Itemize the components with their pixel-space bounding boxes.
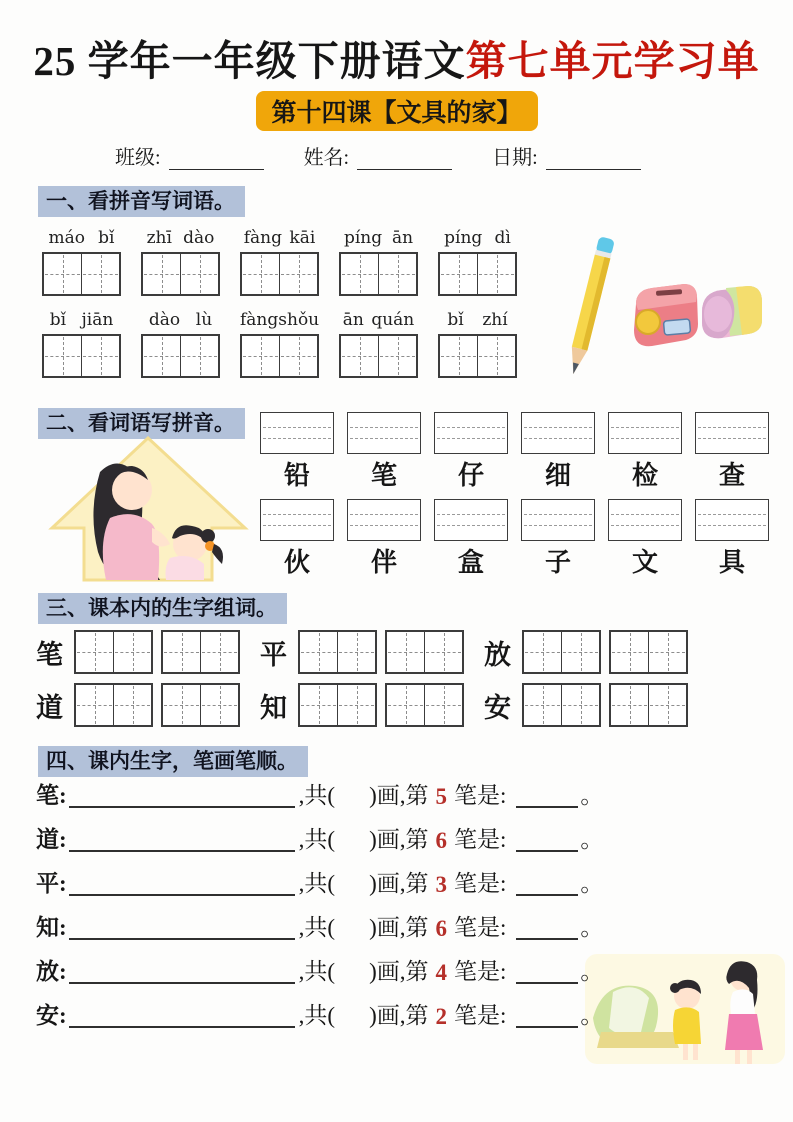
stroke-order-blank-line: [69, 782, 295, 808]
writing-cell: [649, 685, 686, 725]
writing-cell: [379, 336, 416, 376]
eraser-illustration: [696, 272, 768, 350]
section1-row1: [42, 228, 537, 299]
pinyin-word-group: [339, 310, 418, 381]
section2-row2: [260, 499, 782, 579]
pinyin-syllable: píng: [343, 228, 383, 248]
section3-row1: [36, 630, 686, 674]
date-field: [492, 141, 641, 170]
section3-row2: [36, 683, 686, 727]
writing-cell: [611, 632, 649, 672]
writing-cell: [562, 685, 599, 725]
stroke-order-blank-line: [69, 958, 295, 984]
writing-grid: [438, 334, 517, 378]
period: 。: [580, 827, 604, 852]
character: 伙: [283, 548, 310, 577]
writing-cell: [181, 254, 218, 294]
character: 子: [544, 548, 571, 577]
word-building-group: [484, 630, 686, 674]
stroke-order-row: [36, 780, 696, 810]
pinyin-syllable: lù: [195, 310, 213, 330]
writing-grid: [385, 683, 464, 727]
pinyin-syllable: quán: [371, 310, 415, 330]
writing-cell: [338, 685, 375, 725]
period: 。: [580, 871, 604, 896]
writing-grid: [609, 630, 688, 674]
writing-cell: [440, 336, 478, 376]
stroke-order-row: [36, 912, 696, 942]
mother-and-daughter-house-illustration: [40, 432, 255, 582]
pinyin-writing-box: [260, 412, 334, 454]
section3-heading: 三、课本内的生字组词。: [38, 593, 287, 624]
character: 知: [260, 692, 287, 723]
writing-cell: [280, 254, 317, 294]
stroke-number: 5: [435, 784, 448, 809]
pinyin-answer-column: [347, 499, 421, 579]
writing-cell: [114, 632, 151, 672]
character: 安: [484, 692, 511, 723]
stroke-number: 4: [435, 960, 448, 985]
text-hua-di: )画,第: [369, 915, 429, 940]
writing-cell: [201, 632, 238, 672]
page-title-black: 25 学年一年级下册语文: [33, 38, 466, 84]
stroke-count-blank: [335, 922, 369, 942]
writing-cell: [524, 685, 562, 725]
character: 放: [484, 639, 511, 670]
pinyin-writing-box: [608, 412, 682, 454]
character: 平: [260, 639, 287, 670]
writing-cell: [524, 632, 562, 672]
pencil-sharpener-illustration: [622, 276, 704, 358]
writing-grid: [522, 630, 601, 674]
writing-cell: [425, 632, 462, 672]
pinyin-writing-box: [434, 499, 508, 541]
writing-cell: [379, 254, 416, 294]
stroke-order-row: [36, 824, 696, 854]
text-gong: ,共(: [298, 959, 336, 984]
pinyin-word-group: [240, 310, 319, 381]
pinyin-answer-column: [521, 412, 595, 492]
stroke-number: 3: [435, 872, 448, 897]
pinyin-syllable: bǐ: [98, 228, 115, 248]
writing-cell: [163, 632, 201, 672]
writing-grid: [42, 252, 121, 296]
word-building-group: [36, 630, 238, 674]
character: 检: [631, 461, 658, 490]
text-bi-shi: 笔是:: [454, 959, 507, 984]
stroke-count-blank: [335, 878, 369, 898]
pinyin-syllable: fàng: [243, 228, 282, 248]
writing-cell: [387, 685, 425, 725]
character-label: 放:: [36, 959, 67, 984]
word-building-group: [260, 630, 462, 674]
name-label: 姓名:: [303, 147, 350, 169]
writing-grid: [42, 334, 121, 378]
pinyin-syllable: píng: [444, 228, 483, 248]
text-hua-di: )画,第: [369, 959, 429, 984]
pinyin-word-group: [240, 228, 319, 299]
writing-grid: [339, 334, 418, 378]
answer-blank-line: [516, 826, 578, 852]
character-label: 笔:: [36, 783, 67, 808]
writing-grid: [240, 252, 319, 296]
pinyin-answer-column: [695, 412, 769, 492]
pinyin-answer-column: [347, 412, 421, 492]
answer-blank-line: [516, 914, 578, 940]
writing-cell: [425, 685, 462, 725]
section1-row2: [42, 310, 537, 381]
writing-cell: [387, 632, 425, 672]
section2-row1: [260, 412, 782, 492]
pinyin-syllable: fàng: [240, 310, 279, 330]
pinyin-answer-column: [608, 499, 682, 579]
stroke-order-row: [36, 956, 696, 986]
character: 铅: [283, 461, 310, 490]
character: 盒: [457, 548, 484, 577]
period: 。: [580, 959, 604, 984]
writing-grid: [74, 683, 153, 727]
text-bi-shi: 笔是:: [454, 871, 507, 896]
pinyin-writing-box: [260, 499, 334, 541]
text-gong: ,共(: [298, 915, 336, 940]
stroke-order-blank-line: [69, 870, 295, 896]
stroke-number: 6: [435, 916, 448, 941]
text-bi-shi: 笔是:: [454, 1003, 507, 1028]
pinyin-syllable: dì: [494, 228, 511, 248]
date-blank-line: [546, 147, 641, 170]
writing-cell: [280, 336, 317, 376]
writing-cell: [341, 336, 379, 376]
pinyin-syllable: zhí: [482, 310, 508, 330]
text-gong: ,共(: [298, 783, 336, 808]
writing-cell: [181, 336, 218, 376]
pinyin-syllable: shǒu: [278, 310, 320, 330]
stroke-count-blank: [335, 966, 369, 986]
pinyin-writing-box: [347, 499, 421, 541]
section4-heading: 四、课内生字，笔画笔顺。: [38, 746, 308, 777]
character: 具: [718, 548, 745, 577]
writing-cell: [82, 254, 119, 294]
writing-cell: [201, 685, 238, 725]
writing-grid: [74, 630, 153, 674]
stroke-order-blank-line: [69, 1002, 295, 1028]
pinyin-answer-column: [695, 499, 769, 579]
class-field: [115, 141, 264, 170]
writing-cell: [44, 336, 82, 376]
character-label: 安:: [36, 1003, 67, 1028]
writing-grid: [240, 334, 319, 378]
section2-heading: 二、看词语写拼音。: [38, 408, 245, 439]
lesson-badge: 第十四课【文具的家】: [255, 91, 537, 131]
answer-blank-line: [516, 1002, 578, 1028]
section1-heading: 一、看拼音写词语。: [38, 186, 245, 217]
name-blank-line: [357, 147, 452, 170]
stroke-order-section: [36, 780, 696, 1044]
writing-grid: [609, 683, 688, 727]
student-info-row: [115, 141, 641, 170]
text-bi-shi: 笔是:: [454, 915, 507, 940]
pinyin-writing-box: [434, 412, 508, 454]
text-hua-di: )画,第: [369, 827, 429, 852]
pinyin-writing-box: [347, 412, 421, 454]
pinyin-syllable: dào: [148, 310, 181, 330]
writing-grid: [298, 630, 377, 674]
answer-blank-line: [516, 782, 578, 808]
stroke-number: 2: [435, 1004, 448, 1029]
character: 道: [36, 692, 63, 723]
stroke-count-blank: [335, 790, 369, 810]
pinyin-syllable: ān: [342, 310, 364, 330]
writing-cell: [341, 254, 379, 294]
writing-cell: [440, 254, 478, 294]
page-title: [0, 28, 793, 87]
writing-cell: [242, 336, 280, 376]
pinyin-word-group: [438, 310, 517, 381]
stroke-number: 6: [435, 828, 448, 853]
writing-grid: [141, 252, 220, 296]
writing-cell: [611, 685, 649, 725]
writing-cell: [478, 336, 515, 376]
character: 伴: [370, 548, 397, 577]
writing-cell: [478, 254, 515, 294]
page-title-red: 第七单元学习单: [465, 38, 760, 84]
pinyin-syllable: bǐ: [447, 310, 464, 330]
answer-blank-line: [516, 870, 578, 896]
character-label: 道:: [36, 827, 67, 852]
pinyin-syllable: bǐ: [49, 310, 67, 330]
writing-grid: [385, 630, 464, 674]
writing-grid: [161, 683, 240, 727]
writing-cell: [76, 685, 114, 725]
word-building-group: [36, 683, 238, 727]
character: 细: [544, 461, 571, 490]
writing-cell: [76, 632, 114, 672]
writing-grid: [438, 252, 517, 296]
period: 。: [580, 1003, 604, 1028]
writing-cell: [143, 336, 181, 376]
character: 笔: [36, 639, 63, 670]
pinyin-writing-box: [695, 412, 769, 454]
writing-grid: [141, 334, 220, 378]
pinyin-word-group: [42, 310, 121, 381]
pinyin-writing-box: [695, 499, 769, 541]
stroke-order-blank-line: [69, 826, 295, 852]
pinyin-word-group: [42, 228, 121, 299]
name-field: [304, 141, 453, 170]
pinyin-syllable: máo: [48, 228, 86, 248]
word-building-group: [260, 683, 462, 727]
writing-cell: [163, 685, 201, 725]
pinyin-answer-column: [521, 499, 595, 579]
stroke-count-blank: [335, 1010, 369, 1030]
character-label: 知:: [36, 915, 67, 940]
writing-cell: [562, 632, 599, 672]
pinyin-word-group: [339, 228, 418, 299]
text-gong: ,共(: [298, 1003, 336, 1028]
character-label: 平:: [36, 871, 67, 896]
writing-grid: [522, 683, 601, 727]
pencil-illustration: [548, 232, 633, 382]
pinyin-syllable: zhī: [146, 228, 172, 248]
pinyin-answer-column: [608, 412, 682, 492]
writing-cell: [242, 254, 280, 294]
pinyin-word-group: [438, 228, 517, 299]
word-building-group: [484, 683, 686, 727]
writing-cell: [338, 632, 375, 672]
pinyin-word-group: [141, 228, 220, 299]
pinyin-answer-column: [260, 412, 334, 492]
date-label: 日期:: [492, 147, 538, 169]
pinyin-syllable: kāi: [289, 228, 316, 248]
period: 。: [580, 915, 604, 940]
class-blank-line: [169, 147, 264, 170]
pinyin-writing-box: [521, 412, 595, 454]
writing-cell: [44, 254, 82, 294]
text-hua-di: )画,第: [369, 1003, 429, 1028]
writing-grid: [339, 252, 418, 296]
writing-cell: [300, 685, 338, 725]
character: 笔: [370, 461, 397, 490]
text-bi-shi: 笔是:: [454, 783, 507, 808]
writing-grid: [161, 630, 240, 674]
pinyin-answer-column: [434, 412, 508, 492]
character: 查: [718, 461, 745, 490]
writing-grid: [298, 683, 377, 727]
pinyin-answer-column: [260, 499, 334, 579]
answer-blank-line: [516, 958, 578, 984]
pinyin-syllable: ān: [391, 228, 414, 248]
character: 仔: [457, 461, 484, 490]
stroke-order-row: [36, 1000, 696, 1030]
writing-cell: [300, 632, 338, 672]
pinyin-writing-box: [608, 499, 682, 541]
text-gong: ,共(: [298, 827, 336, 852]
pinyin-syllable: jiān: [81, 310, 114, 330]
stroke-count-blank: [335, 834, 369, 854]
pinyin-answer-column: [434, 499, 508, 579]
stroke-order-row: [36, 868, 696, 898]
pinyin-writing-box: [521, 499, 595, 541]
text-hua-di: )画,第: [369, 871, 429, 896]
pinyin-syllable: dào: [183, 228, 215, 248]
stroke-order-blank-line: [69, 914, 295, 940]
text-hua-di: )画,第: [369, 783, 429, 808]
writing-cell: [114, 685, 151, 725]
period: 。: [580, 783, 604, 808]
writing-cell: [82, 336, 119, 376]
character: 文: [631, 548, 658, 577]
class-label: 班级:: [115, 147, 161, 169]
pinyin-word-group: [141, 310, 220, 381]
writing-cell: [143, 254, 181, 294]
text-gong: ,共(: [298, 871, 336, 896]
writing-cell: [649, 632, 686, 672]
text-bi-shi: 笔是:: [454, 827, 507, 852]
